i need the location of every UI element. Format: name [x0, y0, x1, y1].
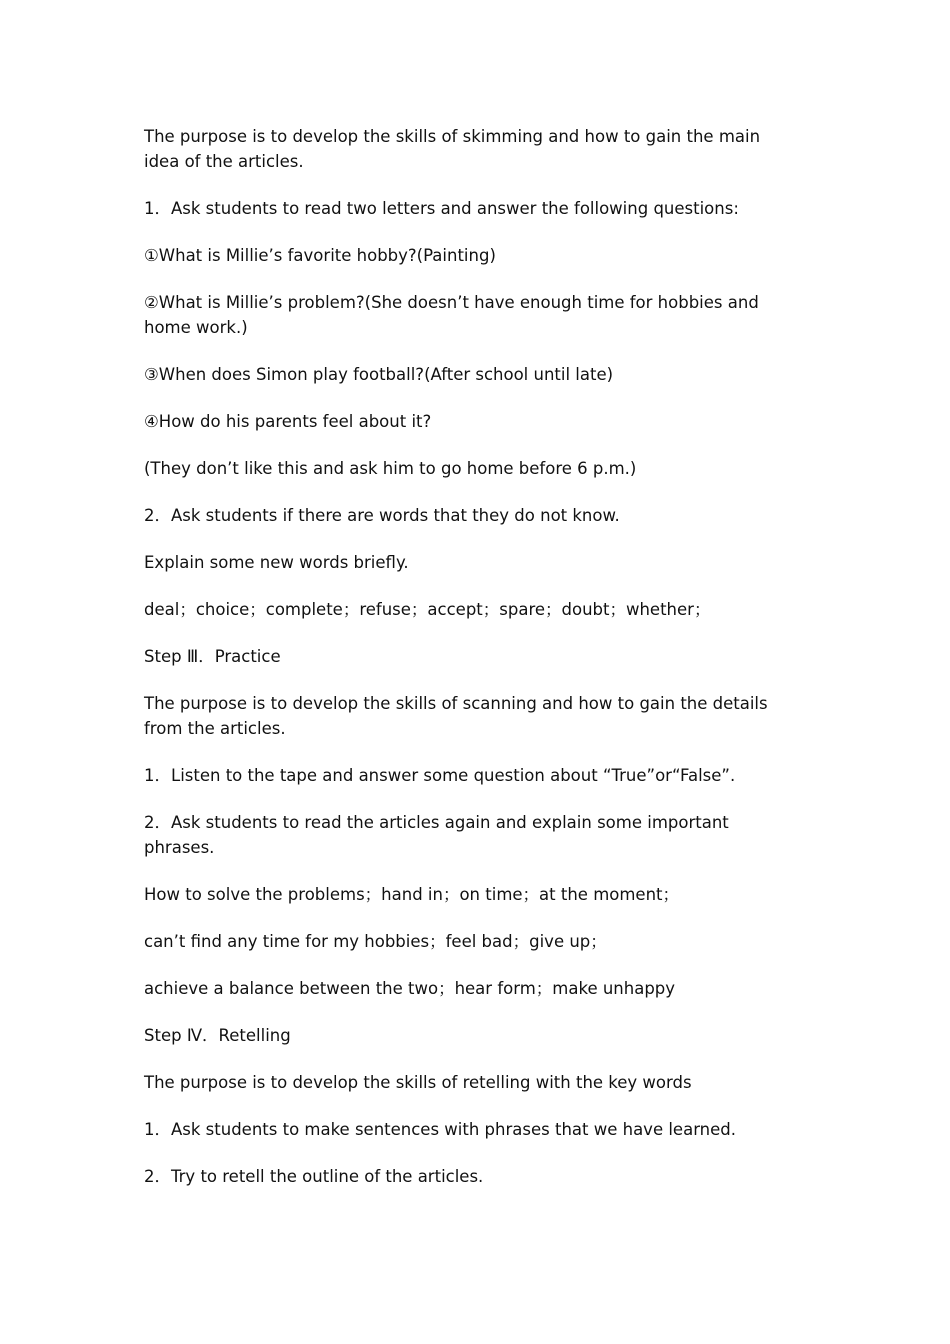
new-words-list: deal；choice；complete；refuse；accept；spare；doubt；whether；: [144, 600, 711, 619]
task-make-sentences: 1．Ask students to make sentences with phrases that we have learned.: [144, 1120, 737, 1139]
phrases-line-2: can’t find any time for my hobbies；feel bad；give up；: [144, 932, 607, 951]
question-2: ②What is Millie’s problem?(She doesn’t have enough time for hobbies and home work.): [144, 293, 759, 337]
task-listen-tape: 1．Listen to the tape and answer some question about “True”or“False”.: [144, 766, 736, 785]
explain-new-words: Explain some new words briefly.: [144, 553, 409, 572]
purpose-scanning-paragraph: The purpose is to develop the skills of scanning and how to gain the details from the articles.: [144, 694, 768, 738]
question-1: ①What is Millie’s favorite hobby?(Painting): [144, 246, 496, 265]
document-page: [144, 124, 794, 1211]
question-4-answer: (They don’t like this and ask him to go home before 6 p.m.): [144, 459, 637, 478]
task-unknown-words: 2．Ask students if there are words that they do not know.: [144, 506, 620, 525]
question-3: ③When does Simon play football?(After school until late): [144, 365, 614, 384]
phrases-line-1: How to solve the problems；hand in；on time；at the moment；: [144, 885, 680, 904]
question-4: ④How do his parents feel about it?: [144, 412, 432, 431]
task-read-letters: 1．Ask students to read two letters and answer the following questions:: [144, 199, 739, 218]
task-read-again: 2．Ask students to read the articles again and explain some important phrases.: [144, 813, 729, 857]
purpose-skimming-paragraph: The purpose is to develop the skills of skimming and how to gain the main idea of the articles.: [144, 127, 761, 171]
purpose-retelling-paragraph: The purpose is to develop the skills of retelling with the key words: [144, 1073, 692, 1092]
task-retell-outline: 2．Try to retell the outline of the articles.: [144, 1167, 484, 1186]
step-3-heading: Step Ⅲ．Practice: [144, 647, 281, 666]
step-4-heading: Step Ⅳ．Retelling: [144, 1026, 291, 1045]
phrases-line-3: achieve a balance between the two；hear form；make unhappy: [144, 979, 676, 998]
